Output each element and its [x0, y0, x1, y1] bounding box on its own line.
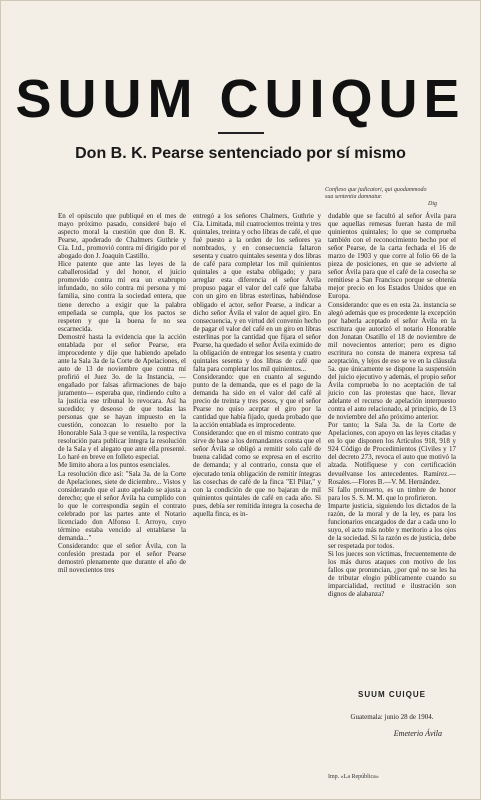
epigraph — [325, 187, 455, 208]
text-column-1 — [58, 212, 186, 574]
paragraph: Considerando: que en el mismo contrato que sirve de base a los demandantes consta que el señor Ávila se obligó a remitir solo café de buena calidad como se expresa en el escrito de demanda; y al contrario, consta que el ejecutado tenía obligación de remitir íntegras las cosechas de café de la finca "El Pilar," y con la condición de que no bajaran de mil quinientos quintales de café en cada año. Si pues, debía ser remitida íntegra la cosecha de aquella finca, es in- — [193, 429, 321, 518]
closing-block — [328, 690, 456, 738]
paragraph: Considerando: que es en esta 2a. instancia se alegó además que es procedente la excepción por haberla aceptado el señor Ávila en la escritura que autorizó el notario Honorable don Jonatan Osatillo el 18 de noviembre de mil novecientos anterior; pero es digno escritura no consta de manera expresa tal aceptación, y lejos de eso se ve en la cláusula 5a. que únicamente se dispone la suspensión del juicio ejecutivo y además, el propio señor Ávila comprueba lo no aceptación de tal juicio con las protestas que hace, llevar adelante el recurso de apelación interpuesto contra el auto relacionado, al principio, de 13 de noviembre del año próximo anterior. — [328, 300, 456, 422]
text-column-2 — [193, 212, 321, 518]
paragraph: Si los jueces son víctimas, frecuentemente de los más duros ataques con motivo de los fallos que pronuncian, ¿por qué no se les ha de tributar elogio públicamente cuando su imparcialidad, rectitud e ilustración son dignos de alabanza? — [328, 549, 456, 599]
author-signature: Emeterio Ávila — [393, 729, 442, 738]
epigraph-signature: Dig — [428, 201, 437, 207]
epigraph-line-2: sua sententia damnatur. — [325, 194, 383, 200]
paragraph: dudable que se facultó al señor Ávila para que aquellas remesas fueran hasta de mil quinientos quintales; lo que se comprueba también con el reconocimiento hecho por el señor Pearse, de la carta fechada el 16 de marzo de 1903 y que corre al folio 66 de la pieza de posiciones, en que se advierte al señor Ávila para que el café de la cosecha se remitiese a San Francisco porque se obtenía mejor precio en los Estados Unidos que en Europa. — [328, 212, 456, 301]
text-column-3 — [328, 212, 456, 598]
paragraph: Por tanto; la Sala 3a. de la Corte de Apelaciones, con apoyo en las leyes citadas y en lo que disponen los Artículos 918, 918 y 924 Código de Procedimientos (Civiles y 17 del decreto 273, revoca el auto que motivó la alzada. Notifíquese y con certificación devuélvanse los antecedentes. Ramírez.—Rosales.—Flores B.—V. M. Hernández. — [328, 421, 456, 486]
paragraph: Hice patente que ante las leyes de la caballerosidad y del honor, el juicio promovido contra mí era un exabrupto infundado, no sólo contra mi persona y mi familia, sino contra la sociedad entera, que tiene derecho a exigir que la palabra empeñada se cumpla, que los pactos se respeten y que la buena fe no sea escarnecida. — [58, 260, 186, 333]
page-subtitle: Don B. K. Pearse sentenciado por sí mismo — [75, 145, 406, 162]
paragraph: Considerando: que en cuanto al segundo punto de la demanda, que es el pago de la demanda ha sido en el valor del café al precio de treinta y tres pesos, y que el señor Pearse no quiso aceptar el giro por la cantidad que había fijado, queda probado que la acción entablada es improcedente. — [193, 372, 321, 430]
place-date: Guatemala: junio 28 de 1904. — [350, 713, 434, 721]
page-title: SUUM CUIQUE — [15, 69, 466, 129]
closing-motto: SUUM CUIQUE — [358, 690, 426, 699]
paragraph: entregó a los señores Chalmers, Guthrie y Cía. Limitada, mil cuatrocientos treinta y tres quintales, treinta y ocho libras de café, el que fué puesto a la orden de los señores ya nombrados, y en consecuencia faltaron sesenta y cuatro quintales sesenta y dos libras de café para completar los mil quinientos quintales a que estaba obligado; y para arreglar esta diferencia el señor Ávila propuso pagar el valor del café que faltaba con un giro en libras esterlinas, habiéndose obligado el actor, señor Pearse, a indicar a dicho señor Ávila el valor de aquel giro. En consecuencia, y en virtud del convenio hecho de pagar el valor del café en un giro en libras esterlinas por la cantidad que fijara el señor Pearse, ha quedado el señor Ávila eximido de la obligación de entregar los sesenta y cuatro quintales sesenta y dos libras de café que falta para completar los mil quinientos... — [193, 212, 321, 373]
paragraph: Demostré hasta la evidencia que la acción entablada por el señor Pearse, era improcedente y dije que habiendo apelado ante la Sala 3a de la Corte de Apelaciones, el auto de 13 de noviembre que contra mí profirió el Juez 3o. de la Instancia, —engañado por falsas afirmaciones de bajo juramento— esperaba que, rindiendo culto a la justicia ese tribunal lo revocara. Así ha sucedido; y deseoso de que todas las personas que se hayan impuesto en la cuestión, conozcan lo resuelto por la Honorable Sala 3 que se ventila, la respectiva resolución para publicar íntegra la resolución de la Sala y el alegato que ante ella presenté. Lo haré en breve en folleto especial. — [58, 332, 186, 462]
paragraph: Imparte justicia, siguiendo los dictados de la razón, de la moral y de la ley, es para los funcionarios encargados de dar a cada uno lo suyo, el acto más noble y meritorio a los ojos de la sociedad. Si la razón es de justicia, debe ser respetada por todos. — [328, 501, 456, 550]
paragraph: La resolución dice así: "Sala 3a. de la Corte de Apelaciones, siete de diciembre... Vistos y considerando que el auto apelado se ajusta a derecho; que el señor Ávila ha cumplido con lo que le correspondía según el contrato celebrado por las partes ante el Notario licenciado don Alfonso I. Arroyo, cuyo término estaba vencido al entablarse la demanda..." — [58, 469, 186, 542]
printer-imprint: Imp. «La República» — [328, 774, 379, 780]
paragraph: Me limito ahora a los puntos esenciales. — [58, 461, 171, 470]
title-rule — [218, 132, 264, 134]
paragraph: Considerando: que el señor Ávila, con la confesión prestada por el señor Pearse demostró plenamente que durante el año de mil novecientos tres — [58, 541, 186, 575]
epigraph-line-1: Confieso que judicatori, qui quodammodo — [325, 187, 427, 193]
paragraph: En el opúsculo que publiqué en el mes de mayo próximo pasado, consideré bajo el aspecto moral la cuestión que don B. K. Pearse, apoderado de Chalmers Guthrie y Cía. Ltd., promovió contra mí dirigido por el abogado don J. Joaquín Castillo. — [58, 212, 186, 261]
paragraph: Sí fallo preinserto, es un timbre de honor para los S. S. M. M. que lo profirieron. — [328, 485, 456, 502]
